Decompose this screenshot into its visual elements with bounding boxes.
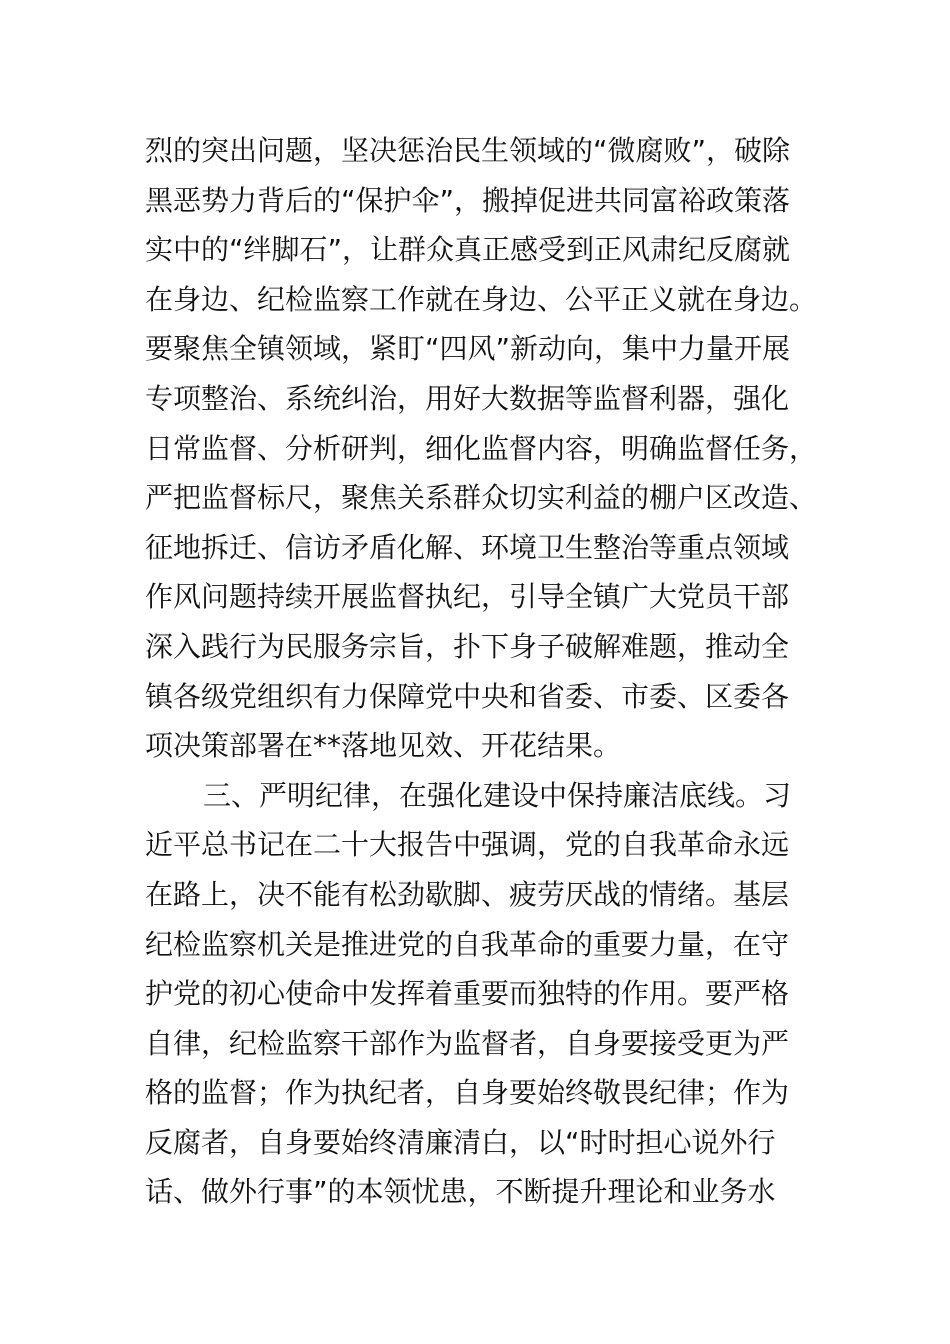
text-line: 项决策部署在**落地见效、开花结果。 (145, 729, 622, 763)
text-line: 作风问题持续开展监督执纪，引导全镇广大党员干部 (145, 580, 790, 614)
text-line: 格的监督；作为执纪者，自身要始终敬畏纪律；作为 (145, 1076, 790, 1110)
section-heading-line: 三、严明纪律，在强化建设中保持廉洁底线。习 (203, 778, 792, 812)
text-line: 专项整治、系统纠治，用好大数据等监督利器，强化 (145, 381, 790, 415)
text-line: 纪检监察机关是推进党的自我革命的重要力量，在守 (145, 927, 790, 961)
text-line: 自律，纪检监察干部作为监督者，自身要接受更为严 (145, 1026, 790, 1060)
text-line: 镇各级党组织有力保障党中央和省委、市委、区委各 (145, 679, 790, 713)
text-line: 近平总书记在二十大报告中强调，党的自我革命永远 (145, 828, 790, 862)
text-line: 要聚焦全镇领域，紧盯“四风”新动向，集中力量开展 (145, 332, 791, 366)
text-line: 实中的“绊脚石”，让群众真正感受到正风肃纪反腐就 (145, 233, 791, 267)
text-line: 深入践行为民服务宗旨，扑下身子破解难题，推动全 (145, 629, 790, 663)
text-line: 征地拆迁、信访矛盾化解、环境卫生整治等重点领域 (145, 530, 790, 564)
text-line: 黑恶势力背后的“保护伞”，搬掉促进共同富裕政策落 (145, 183, 791, 217)
text-line: 反腐者，自身要始终清廉清白，以“时时担心说外行 (145, 1125, 776, 1159)
text-line: 在路上，决不能有松劲歇脚、疲劳厌战的情绪。基层 (145, 877, 790, 911)
text-line: 烈的突出问题，坚决惩治民生领域的“微腐败”，破除 (145, 134, 791, 167)
text-line: 护党的初心使命中发挥着重要而独特的作用。要严格 (145, 977, 790, 1011)
text-line: 日常监督、分析研判，细化监督内容，明确监督任务， (145, 431, 818, 465)
text-line: 话、做外行事”的本领忧患，不断提升理论和业务水 (145, 1175, 776, 1209)
body-text (145, 126, 845, 1217)
text-line: 在身边、纪检监察工作就在身边、公平正义就在身边。 (145, 282, 818, 316)
text-line: 严把监督标尺，聚焦关系群众切实利益的棚户区改造、 (145, 481, 818, 515)
